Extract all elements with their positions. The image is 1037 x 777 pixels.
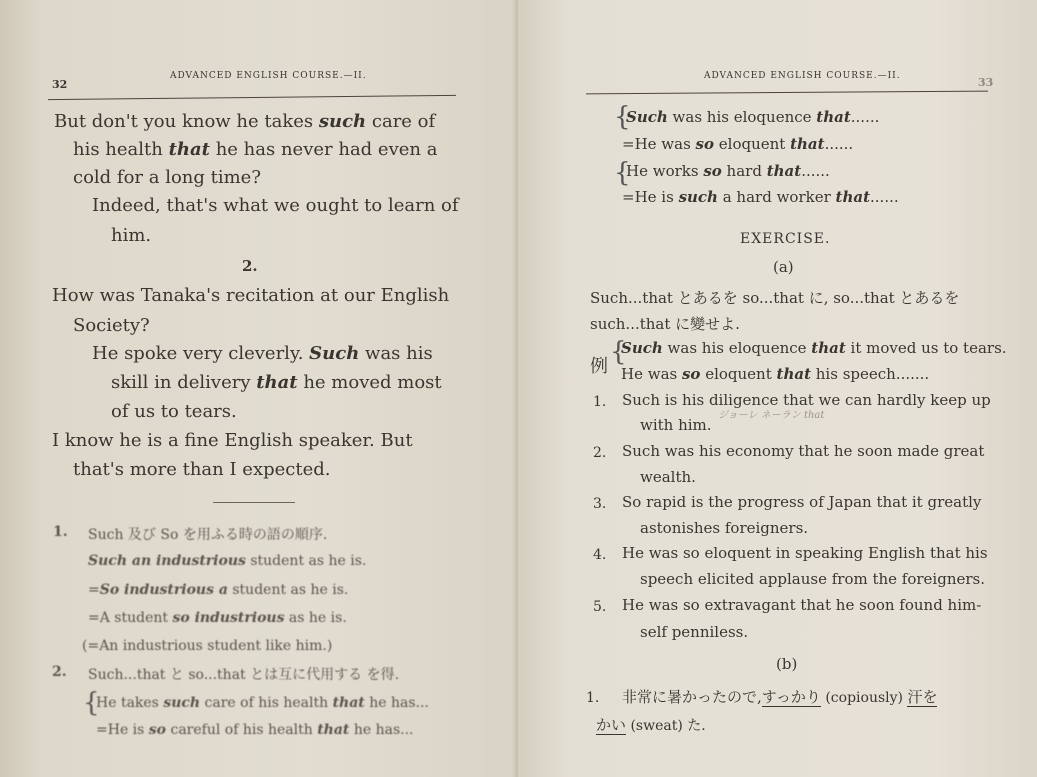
b-item-number: 1. [586, 690, 600, 706]
item-line1: So rapid is the progress of Japan that it greatly [622, 493, 982, 511]
item-number: 5. [593, 599, 607, 615]
top-example-2: =He was so eloquent that...... [622, 135, 854, 153]
section-divider [213, 502, 295, 503]
right-page [518, 0, 1037, 777]
note1-title: Such 及び So を用ふる時の語の順序. [88, 527, 328, 543]
note1-ex4: (=An industrious student like him.) [82, 638, 333, 654]
part-a-label: (a) [773, 258, 794, 276]
item-line1: Such is his diligence that we can hardly keep up [622, 391, 991, 409]
note1-ex1: Such an industrious student as he is. [88, 553, 367, 569]
part-b-label: (b) [776, 655, 798, 673]
example-label: 例 [590, 356, 608, 377]
header-rule [586, 91, 988, 95]
dialogue2-a1: He spoke very cleverly. Such was his [92, 343, 433, 364]
example-line1: Such was his eloquence that it moved us to tears. [621, 339, 1007, 357]
item-number: 3. [593, 496, 607, 512]
note2-brace: { [83, 688, 100, 718]
item-line2: self penniless. [640, 623, 749, 641]
dialogue1-line2: his health that he has never had even a [73, 139, 438, 160]
note1-number: 1. [53, 524, 68, 540]
b-item-line1: 非常に暑かったので,すっかり (copiously) 汗を [622, 688, 938, 706]
page-number: 33 [978, 76, 994, 89]
note2-ex1: He takes such care of his health that he has... [96, 695, 429, 711]
note2-ex2: =He is so careful of his health that he has... [96, 722, 414, 738]
top-brace-2: { [614, 158, 631, 188]
note1-ex2: =So industrious a student as he is. [88, 582, 349, 598]
dialogue2-q2: Society? [73, 315, 150, 336]
dialogue2-a2: skill in delivery that he moved most [111, 372, 442, 393]
item-number: 4. [593, 547, 607, 563]
instruction-line1: Such...that とあるを so...that に, so...that とあるを [590, 289, 960, 307]
dialogue1-line3: cold for a long time? [73, 167, 261, 188]
item-line2: speech elicited applause from the foreigners. [640, 570, 985, 588]
page-number: 32 [52, 78, 68, 91]
instruction-line2: such...that に變せよ. [590, 315, 740, 333]
top-example-1: Such was his eloquence that...... [626, 108, 880, 126]
running-header: ADVANCED ENGLISH COURSE.—II. [704, 71, 901, 81]
dialogue2-a3: of us to tears. [111, 401, 237, 422]
item-line2: wealth. [640, 468, 696, 486]
section-number: 2. [242, 257, 258, 275]
dialogue1-answer1: Indeed, that's what we ought to learn of [92, 195, 459, 216]
example-brace: { [610, 337, 627, 367]
pencil-annotation: ジョーレ ネーラン that [718, 410, 825, 421]
header-rule [48, 95, 456, 100]
item-line1: He was so extravagant that he soon found him- [622, 596, 982, 614]
exercise-title: EXERCISE. [740, 231, 831, 247]
dialogue1-line1: But don't you know he takes such care of [54, 111, 436, 132]
dialogue2-r1: I know he is a fine English speaker. But [52, 430, 413, 451]
running-header: ADVANCED ENGLISH COURSE.—II. [170, 71, 367, 81]
dialogue2-r2: that's more than I expected. [73, 459, 331, 480]
dialogue1-answer2: him. [111, 225, 152, 246]
item-line1: He was so eloquent in speaking English that his [622, 544, 988, 562]
item-line2: with him. [640, 416, 712, 434]
note2-number: 2. [52, 664, 67, 680]
b-item-line2: かい (sweat) た. [596, 716, 706, 734]
left-page [0, 0, 518, 777]
item-number: 2. [593, 445, 607, 461]
dialogue2-q1: How was Tanaka's recitation at our English [52, 285, 450, 306]
top-brace-1: { [614, 102, 631, 132]
top-example-3: He works so hard that...... [626, 162, 830, 180]
item-line2: astonishes foreigners. [640, 519, 809, 537]
note2-title: Such...that と so...that とは互に代用する を得. [88, 667, 400, 683]
item-number: 1. [593, 394, 607, 410]
example-line2: He was so eloquent that his speech....... [621, 365, 930, 383]
note1-ex3: =A student so industrious as he is. [88, 610, 347, 626]
top-example-4: =He is such a hard worker that...... [622, 188, 899, 206]
item-line1: Such was his economy that he soon made great [622, 442, 985, 460]
